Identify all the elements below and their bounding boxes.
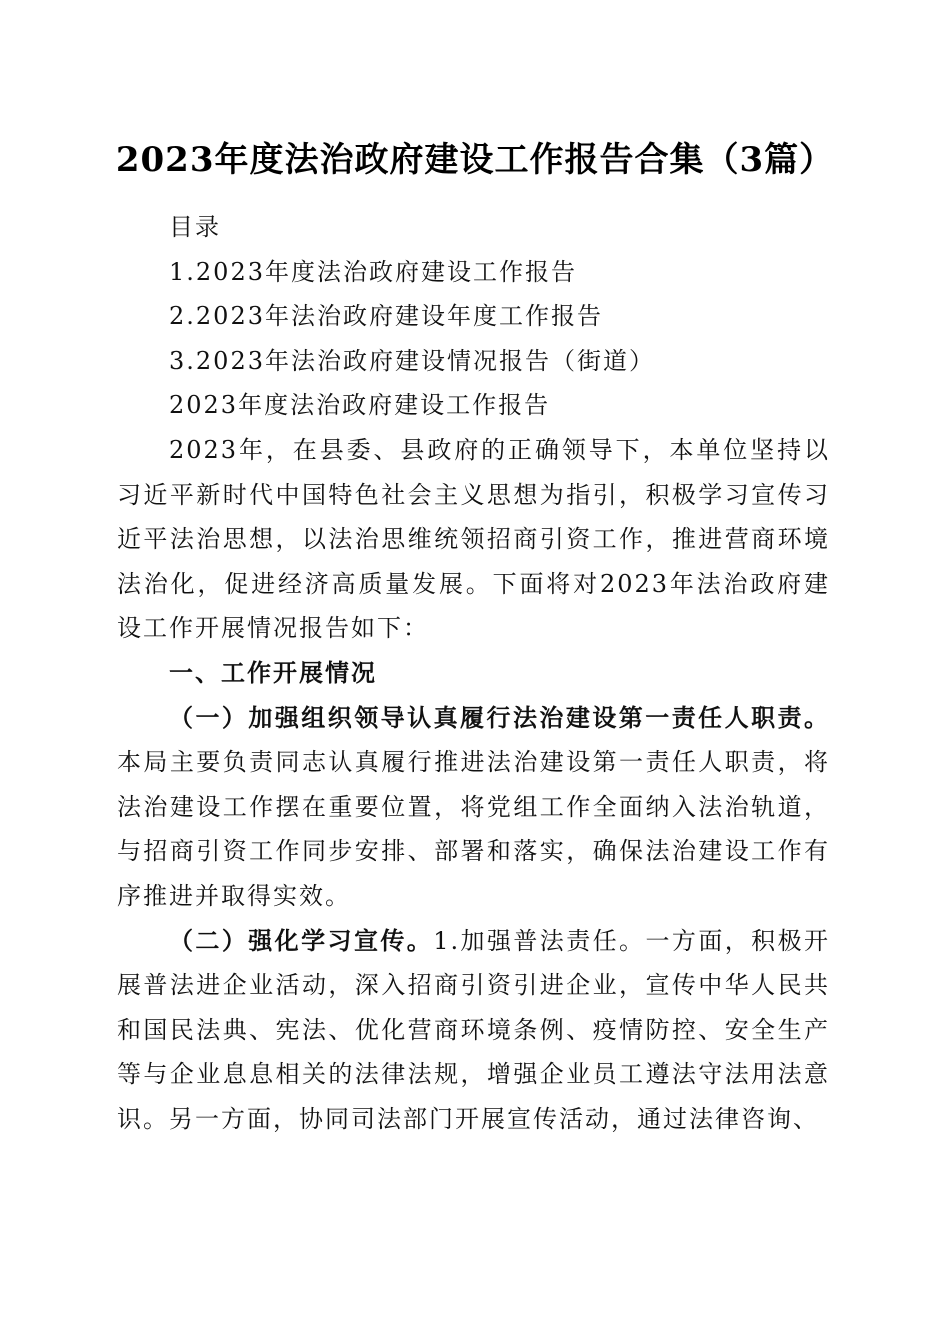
toc-heading: 目录 [169,213,221,241]
subsection-1-lead: （一）加强组织领导认真履行法治建设第一责任人职责。 [169,702,830,732]
intro-paragraph: 2023年，在县委、县政府的正确领导下，本单位坚持以习近平新时代中国特色社会主义思想为指引，积极学习宣传习近平法治思想，以法治思维统领招商引资工作，推进营商环境法治化，促进经济高质量发展。下面将对2023年法治政府建设工作开展情况报告如下： [117,435,830,643]
subsection-1-paragraph [117,696,830,919]
document-body [117,205,830,1141]
subsection-1-body: 本局主要负责同志认真履行推进法治建设第一责任人职责，将法治建设工作摆在重要位置，将党组工作全面纳入法治轨道，与招商引资工作同步安排、部署和落实，确保法治建设工作有序推进并取得实效。 [117,748,830,910]
document-title: 2023年度法治政府建设工作报告合集（3篇） [115,140,835,180]
toc-item-1: 1.2023年度法治政府建设工作报告 [169,257,577,286]
subsection-2-paragraph [117,919,830,1142]
article-title: 2023年度法治政府建设工作报告 [169,391,551,420]
section-heading: 一、工作开展情况 [169,658,377,687]
subsection-2-body: 1.加强普法责任。一方面，积极开展普法进企业活动，深入招商引资引进企业，宣传中华人民共和国民法典、宪法、优化营商环境条例、疫情防控、安全生产等与企业息息相关的法律法规，增强企业员工遵法守法用法意识。另一方面，协同司法部门开展宣传活动，通过法律咨询、 [117,926,831,1133]
toc-item-2: 2.2023年法治政府建设年度工作报告 [169,302,603,331]
subsection-2-lead: （二）强化学习宣传。 [169,925,434,955]
toc-item-3: 3.2023年法治政府建设情况报告（街道） [169,346,655,375]
